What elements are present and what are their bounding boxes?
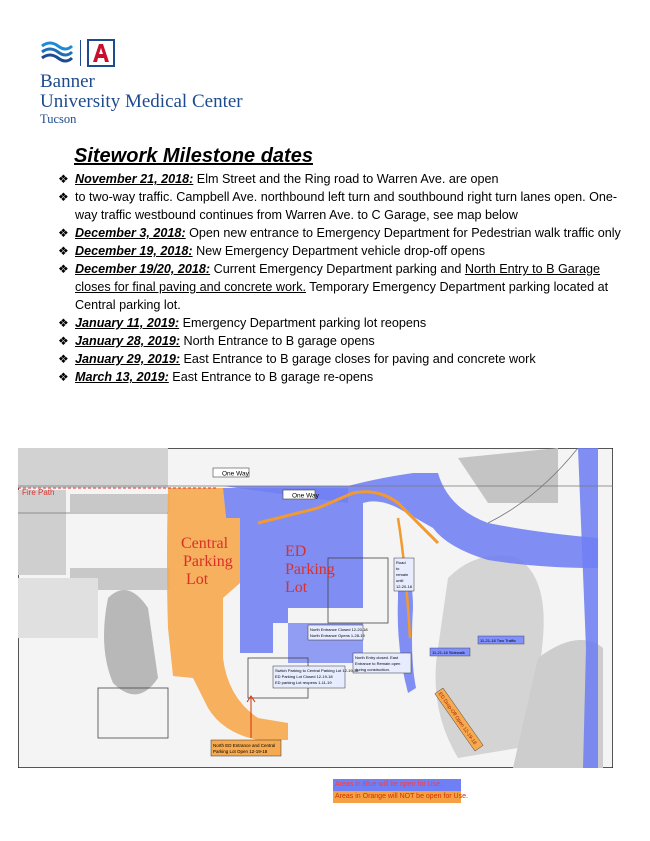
milestone-date: January 29, 2019: — [75, 352, 181, 366]
callout-line: remain — [396, 572, 409, 577]
ed-parking-line: Parking — [285, 561, 335, 578]
wave-mark-icon — [40, 38, 74, 68]
list-item — [58, 368, 628, 386]
central-parking-line: Lot — [186, 571, 209, 588]
milestone-text: East Entrance to B garage re-opens — [168, 370, 374, 384]
milestone-date: December 19/20, 2018: — [75, 262, 211, 276]
callout-line: to — [396, 566, 400, 571]
map-gray-area — [18, 490, 66, 575]
diagonal-callout-text: ED Drop-Off Open 12-19-18 — [436, 691, 478, 746]
milestone-date: November 21, 2018: — [75, 172, 194, 186]
callout-line: Entrance to Remain open — [355, 661, 401, 666]
milestone-text: Open new entrance to Emergency Department for Pedestrian walk traffic only — [185, 226, 621, 240]
callout-line: Switch Parking to Central Parking Lot 12-19-18 — [275, 668, 359, 673]
map-gray-area — [70, 494, 170, 512]
milestone-date: March 13, 2019: — [75, 370, 169, 384]
sidewalk-callout: 11-21-18 Sidewalk — [432, 650, 465, 655]
milestone-date: December 19, 2018: — [75, 244, 193, 258]
milestone-text: North Entrance to B garage opens — [180, 334, 375, 348]
milestone-date: December 3, 2018: — [75, 226, 186, 240]
brand-line-1: Banner — [40, 71, 95, 92]
list-item — [58, 314, 628, 332]
callout-line: North Entrance Opens 1-28-19 — [310, 633, 365, 638]
list-item — [58, 332, 628, 350]
brand-line-3: Tucson — [40, 112, 77, 126]
milestone-text: to two-way traffic. Campbell Ave. northbound left turn and southbound right turn lanes open. One-way traffic westbound continues from Warren Ave. to C Garage, see map below — [75, 190, 618, 222]
ed-parking-line: Lot — [285, 579, 308, 596]
map-gray-area — [18, 578, 98, 638]
milestone-text: Temporary Emergency Department parking located at Central parking lot. — [75, 280, 609, 312]
callout-line: until — [396, 578, 404, 583]
map-legend — [333, 779, 468, 803]
legend-orange: Areas in Orange will NOT be open for Use. — [333, 791, 461, 803]
brand-text — [40, 72, 260, 127]
list-item — [58, 242, 628, 260]
logo-divider — [80, 40, 81, 66]
milestone-text: East Entrance to B garage closes for paving and concrete work — [180, 352, 536, 366]
callout-line: Road — [396, 560, 406, 565]
diamond-bullet-icon: ❖ — [58, 316, 69, 330]
callout-line: ED Parking Lot Closed 12-19-18 — [275, 674, 333, 679]
legend-blue: Areas in Blue will be open for Use. — [333, 779, 461, 791]
diamond-bullet-icon: ❖ — [58, 244, 69, 258]
brand-line-2: University Medical Center — [40, 91, 243, 112]
north-ed-entrance-callout — [213, 743, 277, 754]
logo-marks — [40, 38, 260, 68]
callout-line: Parking Lot Open 12-19-18 — [213, 749, 268, 754]
milestone-date: January 11, 2019: — [75, 316, 180, 330]
callout-line: during construction. — [355, 667, 390, 672]
two-way-callout: 11-21-18 Two Traffic — [480, 638, 517, 643]
milestone-date: January 28, 2019: — [75, 334, 181, 348]
list-item — [58, 170, 628, 188]
map-gray-area — [18, 448, 168, 488]
milestone-text: New Emergency Department vehicle drop-off opens — [192, 244, 485, 258]
milestone-list — [58, 170, 628, 386]
fire-path-label: Fire Path — [22, 488, 55, 497]
callout-line: 12-20-18 — [396, 584, 413, 589]
diamond-bullet-icon: ❖ — [58, 172, 69, 186]
diamond-bullet-icon: ❖ — [58, 370, 69, 384]
one-way-label: One Way — [292, 492, 319, 500]
north-entrance-callout — [310, 627, 369, 638]
milestone-text: Current Emergency Department parking and — [210, 262, 465, 276]
diamond-bullet-icon: ❖ — [58, 226, 69, 240]
list-item — [58, 350, 628, 368]
diamond-bullet-icon: ❖ — [58, 334, 69, 348]
ed-parking-line: ED — [285, 543, 307, 560]
list-item — [58, 260, 628, 314]
page-title: Sitework Milestone dates — [74, 145, 313, 167]
callout-line: North Entrance Closed 12-20-18 — [310, 627, 368, 632]
site-map — [18, 448, 613, 768]
milestone-text: Elm Street and the Ring road to Warren Ave. are open — [193, 172, 499, 186]
one-way-label: One Way — [222, 470, 249, 478]
list-item — [58, 224, 628, 242]
central-parking-line: Central — [181, 535, 229, 552]
milestone-text-underlined: North Entry to B Garage closes for final paving and concrete work. — [75, 262, 601, 294]
callout-line: North Entry closed. East — [355, 655, 399, 660]
university-a-icon — [87, 38, 115, 68]
callout-line: North ED Entrance and Central — [213, 743, 276, 748]
logo — [40, 38, 260, 127]
central-parking-line: Parking — [183, 553, 233, 570]
list-item — [58, 188, 628, 224]
milestone-text: Emergency Department parking lot reopens — [179, 316, 427, 330]
diamond-bullet-icon: ❖ — [58, 262, 69, 276]
diamond-bullet-icon: ❖ — [58, 352, 69, 366]
callout-line: ED parking Lot reopens 1-11-19 — [275, 680, 332, 685]
diamond-bullet-icon: ❖ — [58, 190, 69, 204]
